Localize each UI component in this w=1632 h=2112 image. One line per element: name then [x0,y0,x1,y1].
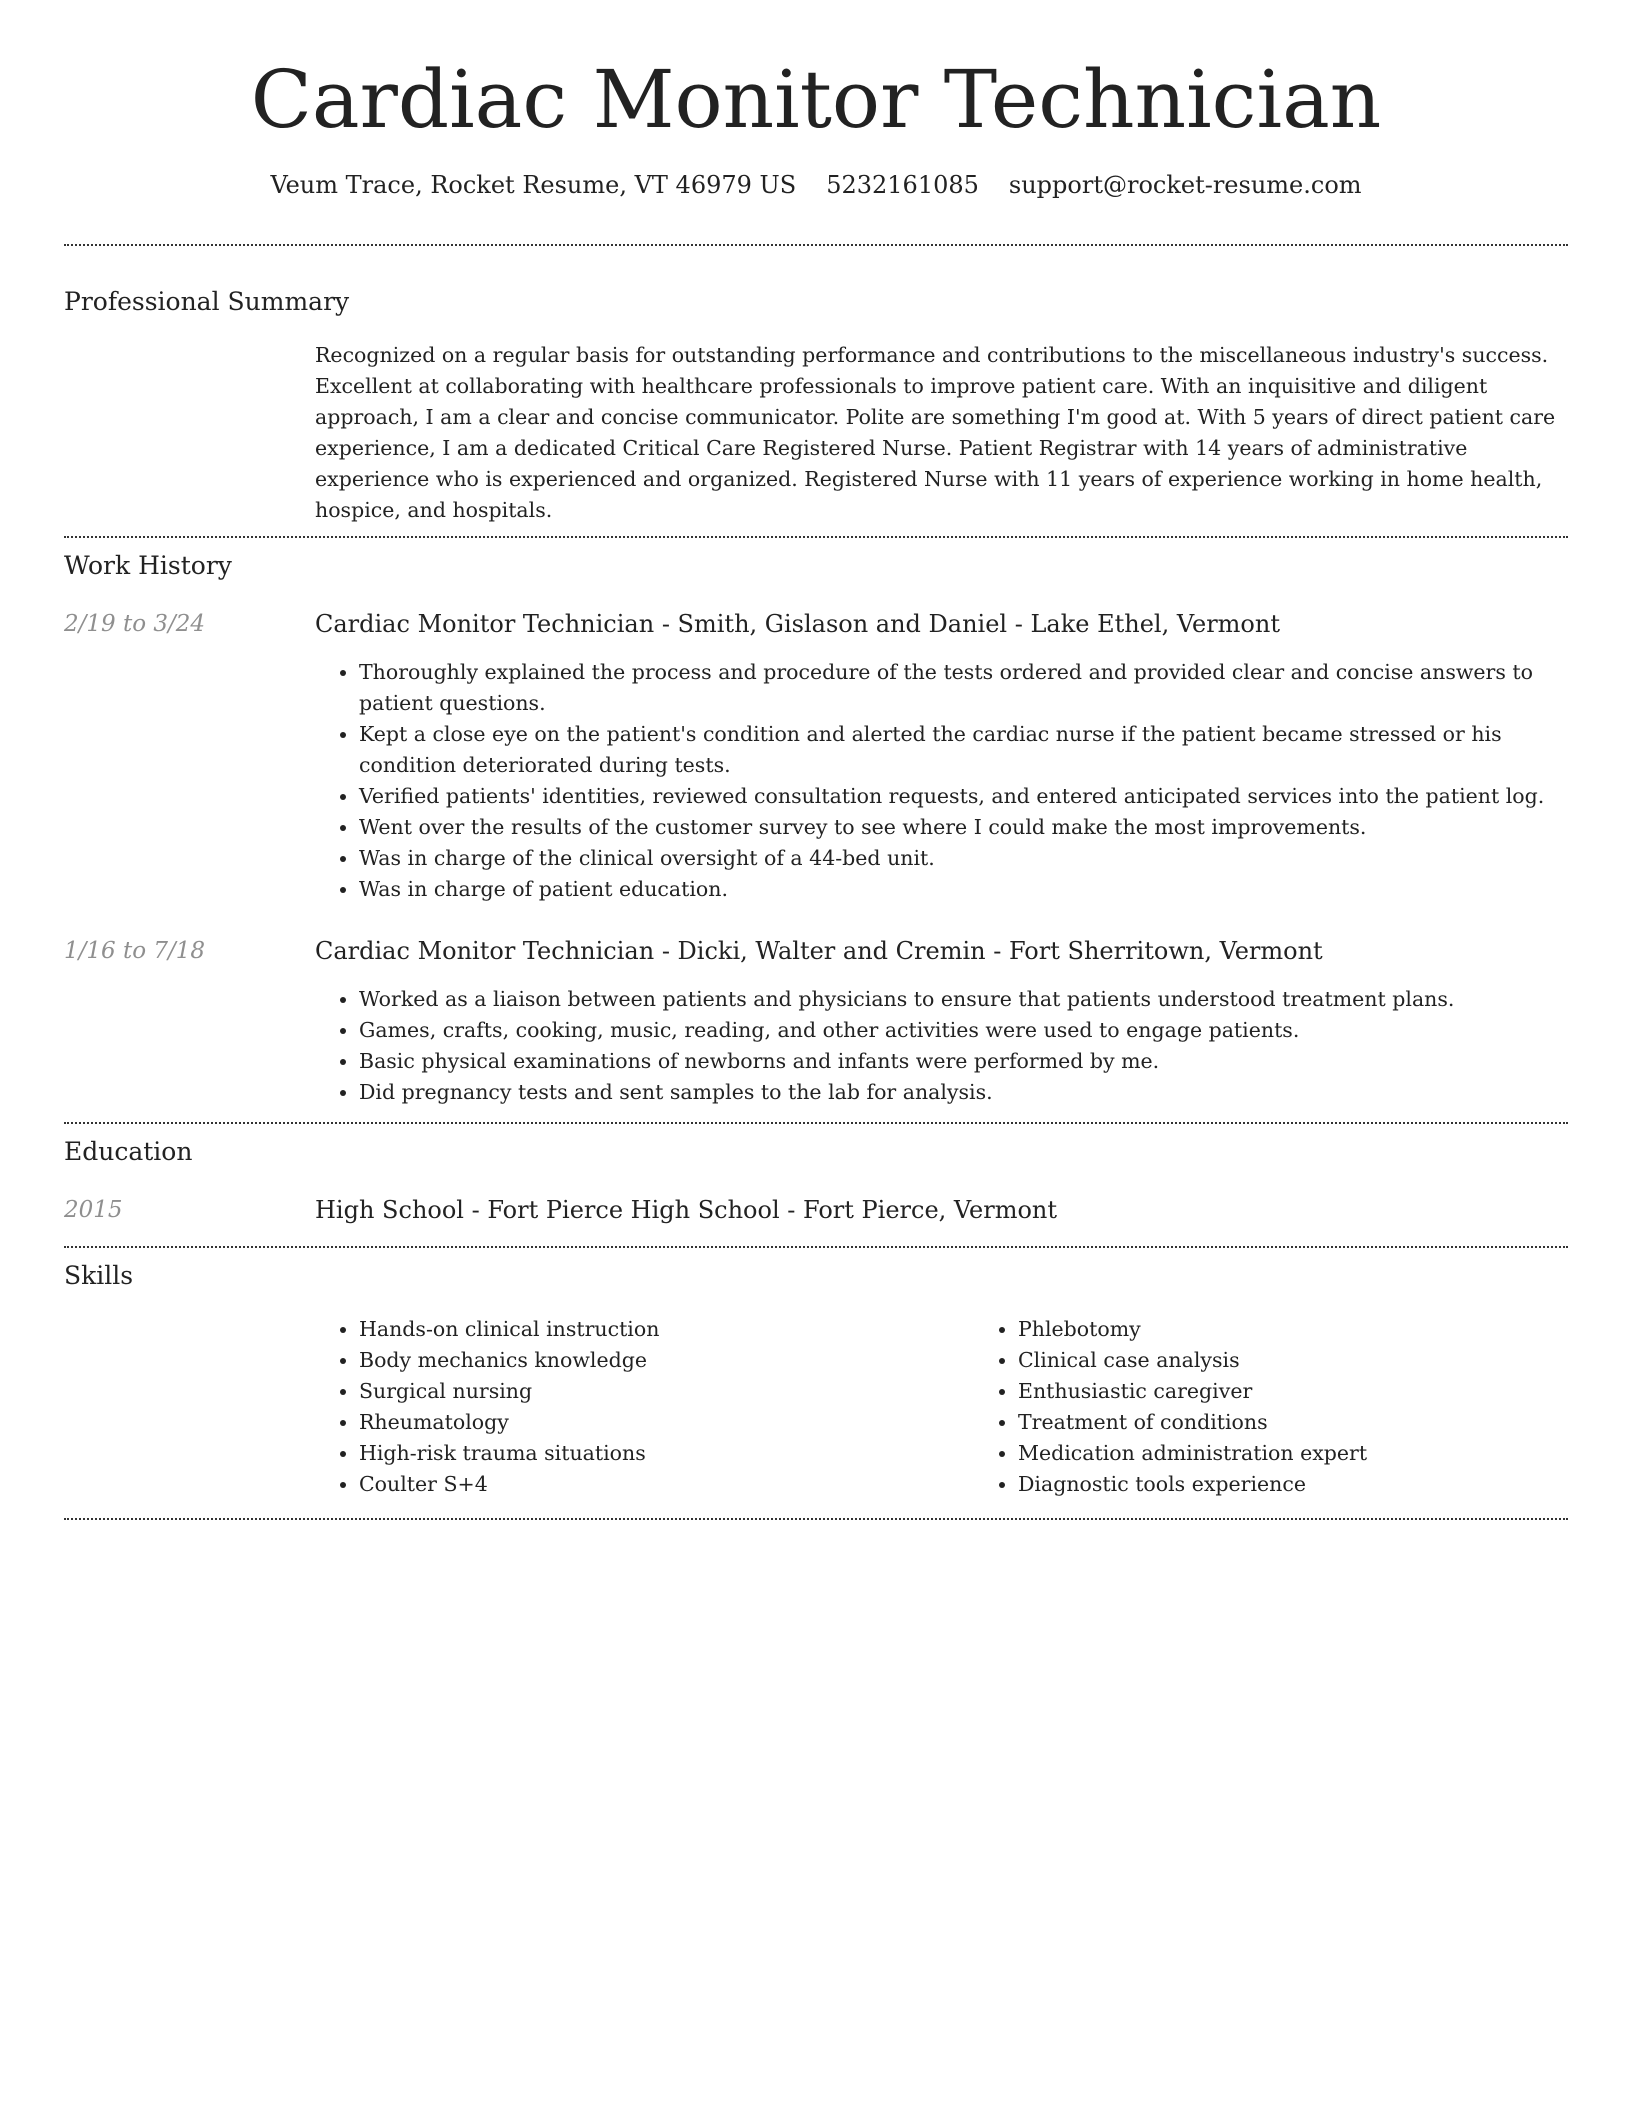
section-divider [64,536,1568,538]
job-bullet: • Did pregnancy tests and sent samples to the lab for analysis. [359,1077,1568,1108]
skills-list-right [974,1314,1632,1500]
section-divider [64,244,1568,246]
education-entry [64,1194,1568,1226]
skills-list-left [315,1314,974,1500]
education-heading: Education [64,1137,193,1166]
job-entry [64,608,1568,905]
contact-phone: 5232161085 [826,171,979,199]
job-bullet: • Kept a close eye on the patient's condition and alerted the cardiac nurse if the patient became stressed or his condition deteriorated during tests. [359,719,1568,781]
skill-item: • Hands-on clinical instruction [359,1314,974,1345]
work-history-heading: Work History [64,551,232,580]
job-bullet: • Thoroughly explained the process and procedure of the tests ordered and provided clear and concise answers to patient questions. [359,657,1568,719]
skill-item: • Clinical case analysis [1018,1345,1632,1376]
job-heading [315,935,1568,967]
job-bullet: • Was in charge of patient education. [359,874,1568,905]
skill-item: • Coulter S+4 [359,1469,974,1500]
job-date: 2/19 to 3/24 [64,611,206,637]
job-bullet: • Basic physical examinations of newborns and infants were performed by me. [359,1046,1568,1077]
contact-email: support@rocket-resume.com [1008,171,1362,199]
job-date: 1/16 to 7/18 [64,938,206,964]
summary-text: Recognized on a regular basis for outstanding performance and contributions to the miscellaneous industry's success. Excellent at collaborating with healthcare professionals to improve patient care. With an inquisitive and diligent approach, I am a clear and concise communicator. Polite are something I'm good at. With 5 years of direct patient care experience, I am a dedicated Critical Care Registered Nurse. Patient Registrar with 14 years of administrative experience who is experienced and organized. Registered Nurse with 11 years of experience working in home health, hospice, and hospitals. [315,343,1556,522]
job-bullet: • Went over the results of the customer survey to see where I could make the most improvements. [359,812,1568,843]
job-title: Cardiac Monitor Technician [315,937,655,965]
skill-item: • Treatment of conditions [1018,1407,1632,1438]
resume-page [64,0,1568,1520]
job-bullets [315,984,1568,1108]
skill-item: • Enthusiastic caregiver [1018,1376,1632,1407]
skills-section [64,1314,1568,1500]
job-details: - Dicki, Walter and Cremin - Fort Sherritown, Vermont [654,937,1323,965]
skill-item: • Surgical nursing [359,1376,974,1407]
candidate-name: Cardiac Monitor Technician [250,53,1382,146]
skill-item: • Medication administration expert [1018,1438,1632,1469]
job-details: - Smith, Gislason and Daniel - Lake Ethel, Vermont [654,610,1280,638]
job-entry [64,935,1568,1108]
job-bullets [315,657,1568,905]
section-divider [64,1518,1568,1520]
section-divider [64,1122,1568,1124]
job-bullet: • Worked as a liaison between patients and physicians to ensure that patients understood treatment plans. [359,984,1568,1015]
summary-heading: Professional Summary [64,287,350,316]
job-heading [315,608,1568,640]
section-divider [64,1246,1568,1248]
education-date: 2015 [64,1197,123,1223]
job-bullet: • Was in charge of the clinical oversight of a 44-bed unit. [359,843,1568,874]
education-heading-line [315,1194,1568,1226]
skill-item: • Rheumatology [359,1407,974,1438]
education-details: - Fort Pierce High School - Fort Pierce, Vermont [463,1196,1058,1224]
contact-line [64,168,1568,202]
skill-item: • Diagnostic tools experience [1018,1469,1632,1500]
skills-heading: Skills [64,1261,134,1290]
job-bullet: • Verified patients' identities, reviewed consultation requests, and entered anticipated services into the patient log. [359,781,1568,812]
contact-address: Veum Trace, Rocket Resume, VT 46979 US [270,171,797,199]
skill-item: • Phlebotomy [1018,1314,1632,1345]
skill-item: • Body mechanics knowledge [359,1345,974,1376]
job-bullet: • Games, crafts, cooking, music, reading, and other activities were used to engage patients. [359,1015,1568,1046]
job-title: Cardiac Monitor Technician [315,610,655,638]
education-degree: High School [315,1196,464,1224]
summary-section [64,340,1568,526]
skill-item: • High-risk trauma situations [359,1438,974,1469]
